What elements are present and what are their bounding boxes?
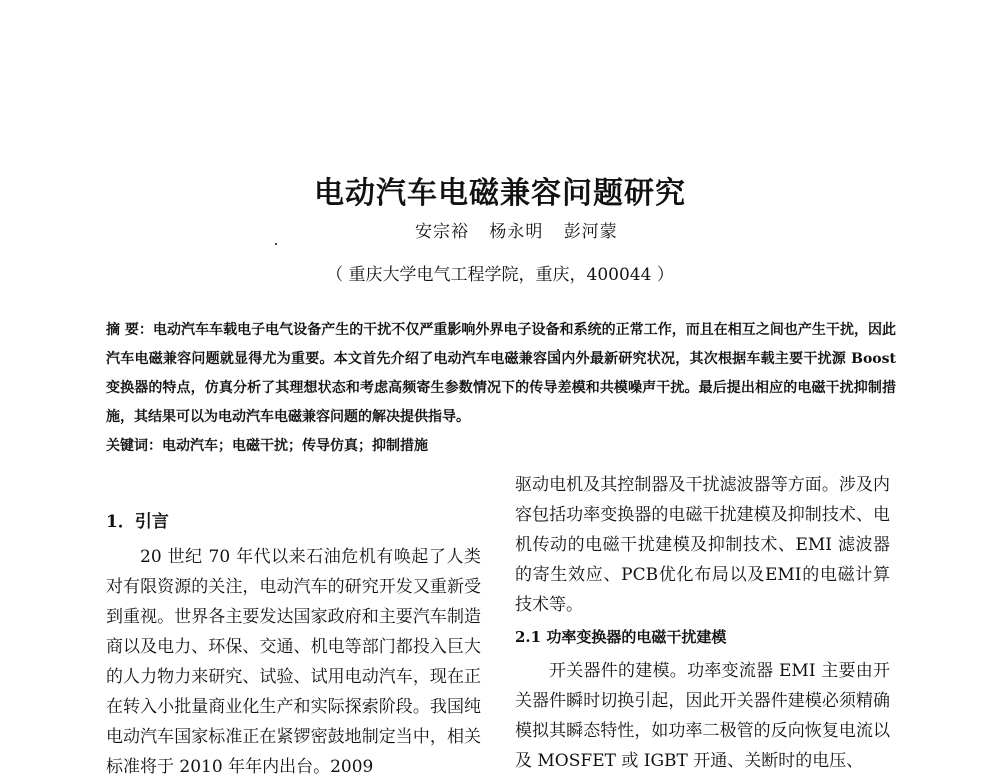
section-heading-introduction: 1．引言 [106, 512, 169, 532]
left-column [106, 508, 481, 782]
author-name: 杨永明 [489, 222, 544, 242]
abstract-text: 电动汽车车载电子电气设备产生的干扰不仅严重影响外界电子设备和系统的正常工作，而且在相互之间也产生干扰，因此汽车电磁兼容问题就显得尤为重要。本文首先介绍了电动汽车电磁兼容国内外最新研究状况，其次根据车载主要干扰源 Boost 变换器的特点，仿真分析了其理想状态和考虑高频寄生参数情况下的传导差模和共模噪声干扰。最后提出相应的电磁干扰抑制措施，其结果可以为电动汽车电磁兼容问题的解决提供指导。 [106, 322, 897, 425]
author-name: 彭河蒙 [563, 222, 618, 242]
continued-paragraph: 驱动电机及其控制器及干扰滤波器等方面。涉及内容包括功率变换器的电磁干扰建模及抑制技术、电机传动的电磁干扰建模及抑制技术、EMI 滤波器的寄生效应、PCB优化布局以及EMI的电磁计算技术等。 [515, 475, 890, 615]
switch-modeling-paragraph: 开关器件的建模。功率变流器 EMI 主要由开关器件瞬时切换引起，因此开关器件建模必须精确模拟其瞬态特性，如功率二极管的反向恢复电流以及 MOSFET 或 IGBT 开通、关断时的电压、 [515, 661, 890, 771]
author-name: 安宗裕 [415, 222, 469, 242]
right-column [515, 470, 890, 776]
author-list [415, 217, 632, 242]
keywords-text: 电动汽车；电磁干扰；传导仿真；抑制措施 [162, 438, 428, 454]
keywords [106, 432, 896, 460]
scan-speck [275, 243, 277, 245]
keywords-label: 关键词： [106, 438, 162, 454]
intro-paragraph: 20 世纪 70 年代以来石油危机有唤起了人类对有限资源的关注，电动汽车的研究开发又重新受到重视。世界各主要发达国家政府和主要汽车制造商以及电力、环保、交通、机电等部门都投入巨大的人力物力来研究、试验、试用电动汽车，现在正在转入小批量商业化生产和实际探索阶段。我国纯电动汽车国家标准正在紧锣密鼓地制定当中，相关标准将于 2010 年年内出台。2009 [106, 547, 481, 777]
abstract [106, 316, 896, 432]
subsection-heading-2-1: 2.1 功率变换器的电磁干扰建模 [515, 628, 727, 646]
paper-title: 电动汽车电磁兼容问题研究 [314, 176, 686, 211]
affiliation: （ 重庆大学电气工程学院，重庆，400044 ） [326, 265, 674, 285]
scan-speck [557, 349, 559, 351]
abstract-label: 摘 要： [106, 322, 153, 338]
